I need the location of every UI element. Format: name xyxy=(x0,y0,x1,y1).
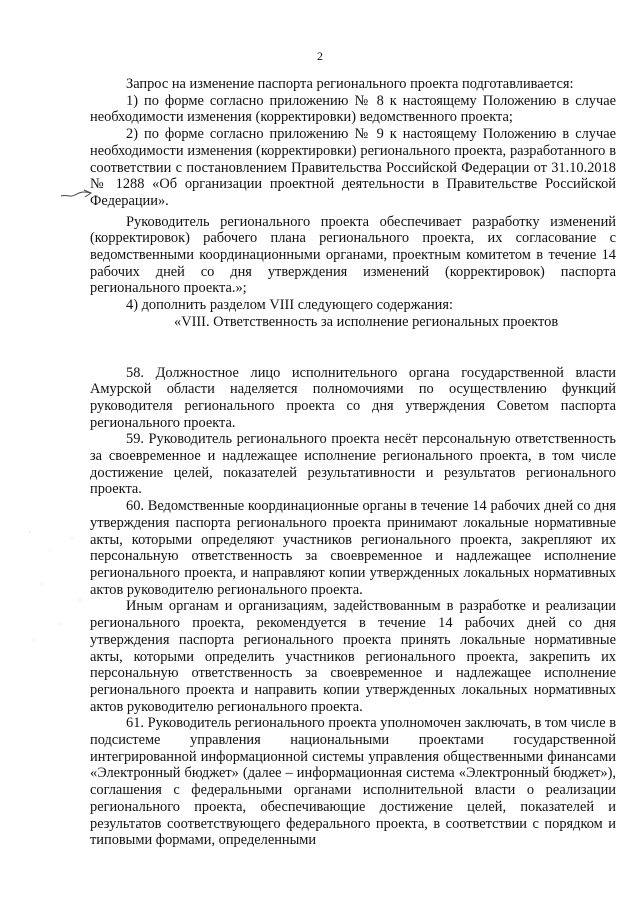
document-body xyxy=(90,76,616,849)
paragraph-clause-58: 58. Должностное лицо исполнительного органа государственной власти Амурской области наделяется полномочиями по осуществлению функций руководителя регионального проекта со дня утверждения Советом паспорта регионального проекта. xyxy=(90,364,616,431)
paragraph-request-intro: Запрос на изменение паспорта регионального проекта подготавливается: xyxy=(126,76,574,92)
paragraph-clause-59: 59. Руководитель регионального проекта несёт персональную ответственность за своевременное и надлежащее исполнение регионального проекта, в том числе достижение целей, показателей результативности и результатов регионального проекта. xyxy=(90,431,616,498)
paragraph-item-2: 2) по форме согласно приложению № 9 к настоящему Положению в случае необходимости изменения (корректировки) регионального проекта, разработанного в соответствии с постановлением Правительства Российской Федерации от 31.10.2018 № 1288 «Об организации проектной деятельности в Правительстве Российской Федерации». xyxy=(90,126,616,209)
paragraph-item-4: 4) дополнить разделом VIII следующего содержания: xyxy=(126,297,453,314)
paragraph-clause-60: 60. Ведомственные координационные органы в течение 14 рабочих дней со дня утверждения паспорта регионального проекта принимают локальные нормативные акты, которыми определяют участников регионального проекта, закрепляют их персональную ответственность за своевременное и надлежащее исполнение регионального проекта, и направляют копии утвержденных локальных нормативных актов руководителю регионального проекта. xyxy=(90,498,616,598)
paragraph-item-1: 1) по форме согласно приложению № 8 к настоящему Положению в случае необходимости изменения (корректировки) ведомственного проекта; xyxy=(90,92,616,126)
scan-noise xyxy=(20,520,90,650)
paragraph-clause-61: 61. Руководитель регионального проекта уполномочен заключать, в том числе в подсистеме управления национальными проектами государственной интегрированной информационной системы управления общественными финансами «Электронный бюджет» (далее – информационная система «Электронный бюджет»), соглашения с федеральными органами исполнительной власти о реализации регионального проекта, обеспечивающие достижение целей, показателей и результатов соответствующего федерального проекта, в соответствии с порядком и типовыми формами, определенными xyxy=(90,715,616,849)
handwritten-margin-mark xyxy=(60,187,92,201)
section-heading: «VIII. Ответственность за исполнение региональных проектов xyxy=(174,313,559,330)
page-number: 2 xyxy=(317,49,323,63)
paragraph-other-bodies: Иным органам и организациям, задействованным в разработке и реализации регионального проекта, рекомендуется в течение 14 рабочих дней со дня утверждения паспорта регионального проекта принять локальные нормативные акты, которыми определить участников регионального проекта, закрепить их персональную ответственность за своевременное и надлежащее исполнение регионального проекта и направить копии утвержденных локальных нормативных актов руководителю регионального проекта. xyxy=(90,598,616,715)
paragraph-project-head: Руководитель регионального проекта обеспечивает разработку изменений (корректировок) рабочего плана регионального проекта, их согласование с ведомственными координационными органами, проектным комитетом в течение 14 рабочих дней со дня утверждения изменений (корректировок) паспорта регионального проекта.»; xyxy=(90,213,616,297)
